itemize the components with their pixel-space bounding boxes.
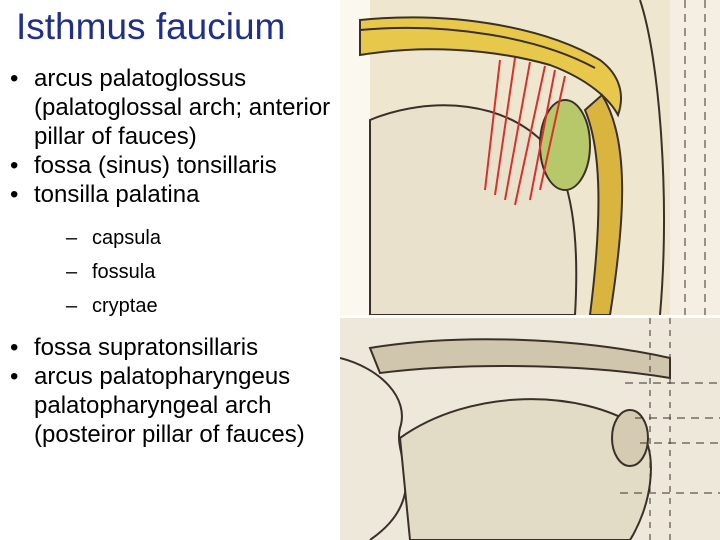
bullet-arcus-palatoglossus: • arcus palatoglossus (palatoglossal arch; anterior pillar of fauces) xyxy=(8,64,338,151)
tongue xyxy=(400,399,651,540)
bullet-fossa-supratonsillaris: • fossa supratonsillaris xyxy=(8,333,338,362)
bullet-arcus-palatopharyngeus: • arcus palatopharyngeus palatopharyngeal arch (posteiror pillar of fauces) xyxy=(8,362,338,449)
sub-bullet-cryptae: – cryptae xyxy=(66,289,338,323)
bullet-list xyxy=(8,64,338,449)
anatomy-figure-tonsil-region xyxy=(340,0,720,315)
slide-title: Isthmus faucium xyxy=(16,6,286,47)
anatomy-figure-oral-cavity xyxy=(340,318,720,540)
sub-bullet-list xyxy=(34,221,338,323)
sub-bullet-fossula: – fossula xyxy=(66,255,338,289)
bullet-fossa-tonsillaris: • fossa (sinus) tonsillaris xyxy=(8,151,338,180)
bullet-tonsilla-palatina xyxy=(8,180,338,323)
sub-bullet-capsula: – capsula xyxy=(66,221,338,255)
vertebral-strip xyxy=(670,0,720,315)
bullet-tonsilla-palatina-label: tonsilla palatina xyxy=(34,181,200,208)
